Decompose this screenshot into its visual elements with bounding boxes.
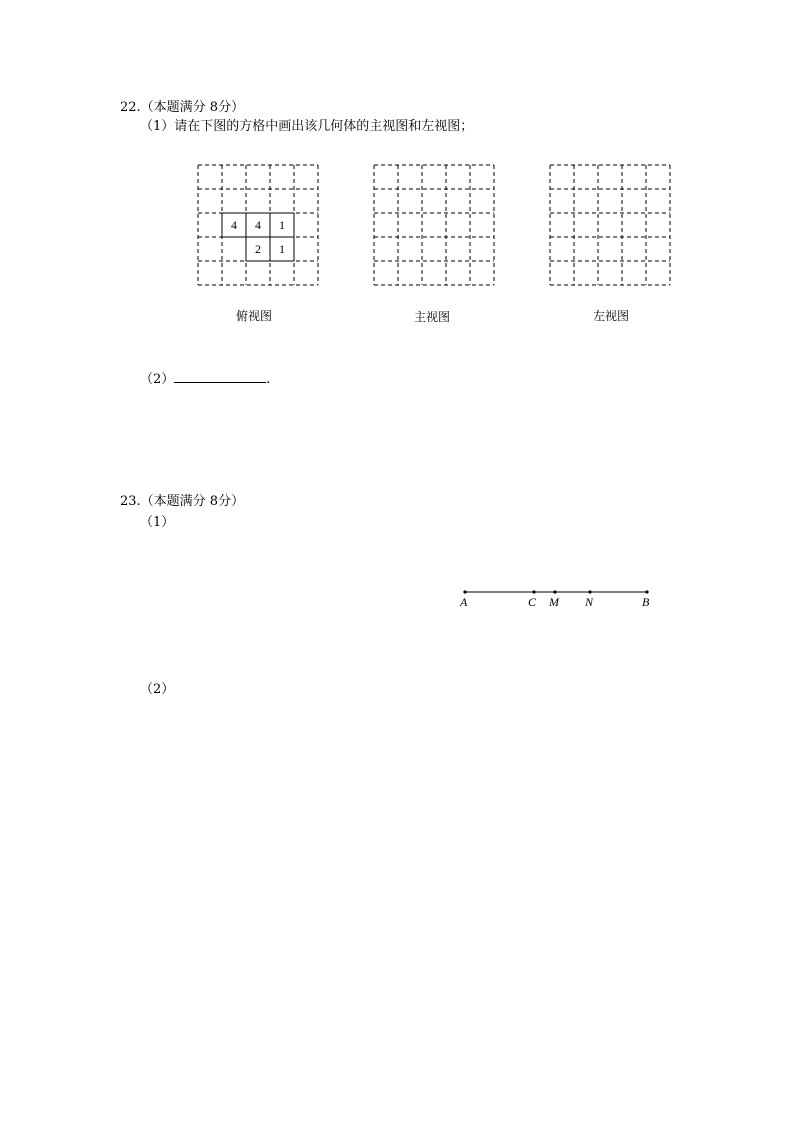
q22-header: 22.（本题满分 8分） xyxy=(120,100,245,115)
top-view-caption: 俯视图 xyxy=(235,309,272,323)
point-m-label: M xyxy=(549,595,559,609)
point-b-dot xyxy=(645,590,648,593)
point-n-dot xyxy=(588,590,591,593)
q22-part1-instruction: （1）请在下图的方格中画出该几何体的主视图和左视图； xyxy=(140,119,474,134)
cell-count-label: 1 xyxy=(279,242,285,256)
point-c-dot xyxy=(532,590,535,593)
q23-part2-label: （2） xyxy=(140,682,175,697)
point-a-label: A xyxy=(460,595,468,609)
point-m-dot xyxy=(553,590,556,593)
left-view-grid[interactable] xyxy=(548,163,672,287)
point-b-label: B xyxy=(642,595,650,609)
front-view-grid[interactable] xyxy=(372,163,496,287)
q23-part1-label: （1） xyxy=(140,515,175,530)
top-view-grid xyxy=(196,163,320,287)
point-n-label: N xyxy=(585,595,594,609)
q22-answer-blank[interactable] xyxy=(174,370,266,383)
point-c-label: C xyxy=(528,595,537,609)
cell-count-label: 4 xyxy=(231,218,237,232)
point-a-dot xyxy=(463,590,466,593)
cell-count-label: 4 xyxy=(255,218,261,232)
q22-part2 xyxy=(140,370,270,388)
cell-count-label: 2 xyxy=(255,242,261,256)
q23-header: 23.（本题满分 8分） xyxy=(120,494,245,509)
left-view-caption: 左视图 xyxy=(592,309,629,323)
cell-count-label: 1 xyxy=(279,218,285,232)
q22-part2-label: （2） xyxy=(140,372,175,387)
q22-part2-period: . xyxy=(266,372,271,387)
front-view-caption: 主视图 xyxy=(413,310,450,324)
segment-diagram xyxy=(455,582,665,614)
